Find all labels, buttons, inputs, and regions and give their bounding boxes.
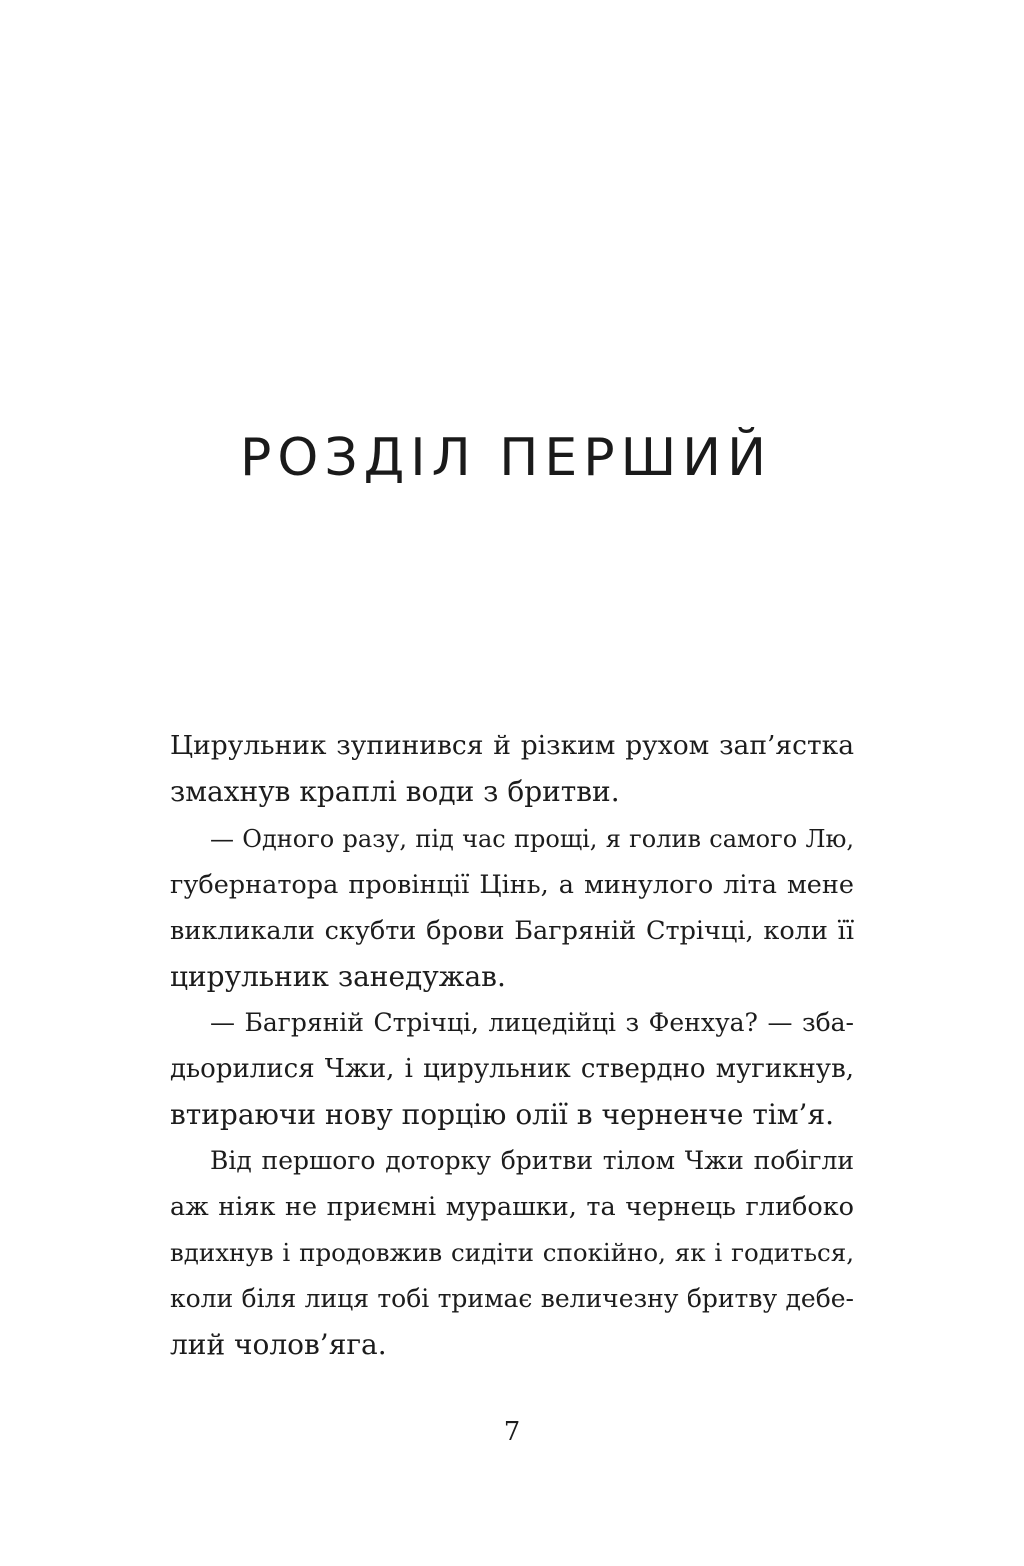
text-line: вдихнув і продовжив сидіти спокійно, як і годиться,	[170, 1238, 854, 1267]
text-line: коли біля лиця тобі тримає величезну бритву дебе-	[170, 1284, 854, 1313]
text-line: змахнув краплі води з бритви.	[170, 775, 620, 808]
text-line: — Одного разу, під час прощі, я голив самого Лю,	[210, 825, 854, 853]
text-line: губернатора провінції Цінь, а минулого літа мене	[170, 870, 854, 900]
text-line: лий чолов’яга.	[170, 1328, 387, 1361]
page-number: 7	[503, 1417, 521, 1447]
text-line: дьорилися Чжи, і цирульник ствердно мугикнув,	[170, 1054, 854, 1084]
text-line: цирульник занедужав.	[170, 960, 506, 993]
text-line: аж ніяк не приємні мурашки, та чернець глибоко	[170, 1192, 854, 1222]
text-line: втираючи нову порцію олії в черненче тім’я.	[170, 1098, 835, 1131]
chapter-title: РОЗДІЛ ПЕРШИЙ	[240, 427, 772, 488]
text-line: — Багряній Стрічці, лицедійці з Фенхуа? — зба-	[210, 1008, 854, 1037]
text-line: викликали скубти брови Багряній Стрічці, коли її	[170, 916, 854, 946]
text-line: Цирульник зупинився й різким рухом зап’ястка	[170, 730, 854, 761]
text-line: Від першого доторку бритви тілом Чжи побігли	[210, 1146, 854, 1175]
